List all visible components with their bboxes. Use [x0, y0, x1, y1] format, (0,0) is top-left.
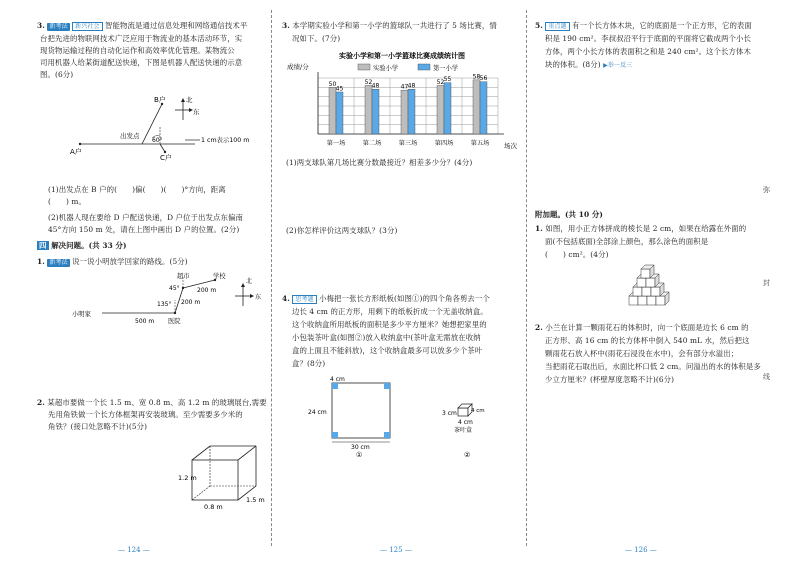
east-label: 东 [255, 294, 262, 301]
q4-line6: 盒？(8分) [292, 359, 326, 368]
hospital-label: 医院 [168, 318, 181, 325]
tag-new-method: 新考法 [49, 259, 68, 266]
q3-line1: 3. 本学期实验小学和第一小学的篮球队一共进行了 5 场比赛，情 [282, 21, 497, 30]
bar-school-b [408, 89, 415, 134]
east-label: 东 [193, 108, 200, 116]
legend-label: 第一小学 [433, 65, 459, 72]
page-number: — 124 — [118, 546, 150, 554]
dist-200b-label: 200 m [181, 299, 201, 306]
label-b-household: B户 [154, 96, 166, 104]
b2-line2: 正方形、高 16 cm 的长方体杯中倒入 540 mL 水，然后把这 [545, 336, 750, 345]
tea-box-depth-label: 4 cm [471, 408, 485, 414]
q5-line1: 5. 重点题 有一个长方体木块，它的底面是一个正方形，它的表面 [535, 21, 752, 30]
y-axis-label: 成绩/分 [287, 63, 309, 71]
p2-line1: 2. 某超市要做一个长 1.5 m、宽 0.8 m、高 1.2 m 的玻璃展台,需要 [37, 398, 267, 407]
bar-value-label: 52 [364, 78, 373, 86]
bar-value-label: 58 [472, 73, 481, 81]
b1-line3: ( ) cm²。(4分) [545, 250, 609, 259]
tea-box-height-label: 3 cm [442, 410, 457, 417]
market-label: 超市 [177, 273, 190, 280]
x-tick-label: 第一场 [326, 140, 346, 147]
b2-line3: 颗雨花石放入杯中(雨花石浸没在水中)，会有部分水溢出； [545, 349, 739, 358]
tag-new-method: 新考法 [49, 23, 68, 30]
label-c-household: C户 [160, 154, 172, 162]
bar-value-label: 52 [436, 78, 445, 86]
page-number: — 126 — [625, 546, 657, 554]
school-label: 学校 [213, 273, 226, 280]
legend-label: 实验小学 [373, 65, 399, 72]
q3-line1: 3. 新考法 新兴社会 智能物流是通过信息处理和网络通信技术平 [37, 21, 248, 30]
bar-value-label: 45 [335, 85, 344, 93]
label-a-household: A户 [70, 148, 82, 156]
bar-school-a [437, 85, 444, 134]
bar-school-a [329, 87, 336, 134]
seal-char-2: 封 [763, 279, 770, 287]
angle-135-label: 135° [157, 301, 172, 308]
north-label: 北 [246, 278, 253, 285]
x-tick-label: 第四场 [434, 140, 454, 147]
cardboard-figure [308, 374, 508, 459]
p2-line3: 角铁？(接口处忽略不计)(5分) [48, 422, 148, 431]
bar-school-a [473, 80, 480, 134]
page-124 [0, 0, 270, 566]
north-label: 北 [186, 96, 193, 104]
q3-line2: 台把先进的物联网技术广泛应用于物流业的基本活动环节，实 [40, 34, 243, 43]
tag-key: 重点题 [545, 22, 569, 31]
angle-45-label: 45° [169, 285, 180, 292]
tag-new-society: 新兴社会 [72, 22, 102, 31]
b2-line1: 2. 小兰在计算一颗雨花石的体积时，向一个底面是边长 6 cm 的 [535, 323, 749, 332]
bar-value-label: 48 [371, 82, 380, 90]
q3-line5: 图。(6分) [40, 70, 74, 79]
x-tick-label: 第三场 [398, 140, 418, 147]
bar-value-label: 55 [443, 76, 452, 84]
x-tick-label: 第五场 [470, 140, 490, 147]
board-height-label: 24 cm [308, 409, 327, 416]
height-label: 1.2 m [178, 474, 197, 482]
bar-value-label: 50 [328, 80, 337, 88]
q4-line5: 盒的上面且不能斜放)，这个收纳盒最多可以放多少个茶叶 [292, 346, 483, 355]
scale-label: 1 cm表示100 m [201, 137, 250, 144]
home-label: 小明家 [72, 311, 91, 318]
figure-1-caption: ① [356, 451, 363, 459]
dist-200-label: 200 m [197, 287, 217, 294]
bar-school-a [365, 85, 372, 134]
extra-link[interactable]: ▶举一反三 [603, 62, 633, 69]
q3-sub2: (2)机器人现在要给 D 户配送快递，D 户位于出发点东偏南 [48, 213, 243, 222]
bar-school-a [401, 90, 408, 134]
q3-sub2b: 45°方向 150 m 处，请在上图中画出 D 户的位置。(2分) [48, 225, 240, 234]
p1-line: 1. 新考法 说一说小明放学回家的路线。(5分) [37, 257, 188, 266]
bar-school-b [444, 83, 451, 134]
bar-value-label: 48 [407, 82, 416, 90]
bonus-title: 附加题。(共 10 分) [535, 210, 603, 219]
page-125 [270, 0, 525, 566]
dist-500-label: 500 m [135, 318, 155, 325]
width-label: 0.8 m [204, 503, 223, 511]
x-axis-label: 场次 [504, 142, 517, 150]
q3-sub1: (1)出发点在 B 户的( )偏( )( )°方向，距离 [48, 185, 226, 194]
x-tick-label: 第二场 [362, 140, 382, 147]
q3-sub2: (2)你怎样评价这两支球队？(3分) [286, 226, 398, 235]
q4-line2: 边长 4 cm 的正方形，用剩下的纸板折成一个无盖收纳盒。 [292, 307, 488, 316]
q5-line4: 块的体积。(8分) ▶举一反三 [545, 60, 633, 69]
direction-diagram [60, 92, 270, 162]
q3-line2: 况如下。(7分) [292, 34, 341, 43]
q5-line3: 方体，两个小长方体的表面积之和是 240 cm²。这个长方体木 [545, 47, 752, 56]
route-diagram [65, 268, 270, 330]
q3-sub1b: ( ) m。 [48, 197, 86, 206]
chart-legend [358, 63, 459, 72]
tag-thinking: 思考题 [292, 295, 316, 304]
chart-x-ticks [327, 139, 490, 147]
q3-line3: 现货物运输过程的自动化运作和高效率优化管理。某物流公 [40, 46, 235, 55]
legend-swatch [418, 64, 430, 70]
q4-line3: 这个收纳盒所用纸板的面积是多少平方厘米？她想把家里的 [292, 320, 487, 329]
board-width-label: 30 cm [351, 444, 370, 451]
bar-school-b [372, 89, 379, 134]
section-badge: 四 [39, 241, 47, 250]
b2-line5: 少立方厘米？(杯壁厚度忽略不计)(6分) [545, 375, 675, 384]
page-number: — 125 — [380, 546, 412, 554]
b1-line1: 1. 如图，用小正方体拼成的棱长是 2 cm，如果在给露在外面的 [535, 224, 747, 233]
bar-school-b [480, 82, 487, 134]
small-cube [641, 265, 654, 278]
b2-line4: 当把雨花石取出后，水面比杯口低 2 cm。问溢出的水的体积是多 [545, 362, 761, 371]
legend-swatch [358, 64, 370, 70]
chart-title: 实验小学和第一小学篮球比赛成绩统计图 [339, 52, 465, 60]
bar-value-label: 56 [479, 75, 488, 83]
q3-line4: 司用机器人给某街道配送快递，下图是机器人配送快递的示意 [40, 58, 243, 67]
corner-size-label: 4 cm [330, 376, 345, 383]
origin-label: 出发点 [120, 132, 140, 140]
page-126 [525, 0, 800, 566]
seal-char-1: 弥 [763, 186, 770, 194]
cube-stack-figure [615, 258, 695, 308]
bar-chart [280, 48, 520, 152]
cuboid-figure [180, 440, 270, 515]
bar-school-b [336, 92, 343, 134]
tea-box-width-label: 4 cm [458, 419, 473, 426]
seal-char-3: 线 [763, 373, 770, 381]
section-header: 四 解决问题。(共 33 分) [39, 241, 127, 250]
length-label: 1.5 m [246, 496, 265, 504]
tea-box-caption: 茶叶盒 [454, 427, 473, 434]
q3-sub1: (1)两支球队第几场比赛分数最接近？相差多少分？(4分) [286, 158, 473, 167]
q4-line1: 4. 思考题 小梅把一张长方形纸板(如图①)的四个角各剪去一个 [282, 294, 490, 303]
angle-label: 60° [152, 137, 163, 144]
q5-line2: 积是 190 cm²。李叔叔沿平行于底面的平面将它截成两个小长 [545, 34, 752, 43]
b1-line2: 面(不包括底面)全部涂上颜色，那么涂色的面积是 [545, 237, 709, 246]
q4-line4: 小包装茶叶盒(如图②)放入收纳盒中(茶叶盒无需放在收纳 [292, 333, 481, 342]
p2-line2: 先用角铁做一个长方体框架再安装玻璃。至少需要多少米的 [48, 410, 243, 419]
figure-2-caption: ② [464, 451, 471, 459]
bar-value-label: 47 [400, 83, 409, 91]
